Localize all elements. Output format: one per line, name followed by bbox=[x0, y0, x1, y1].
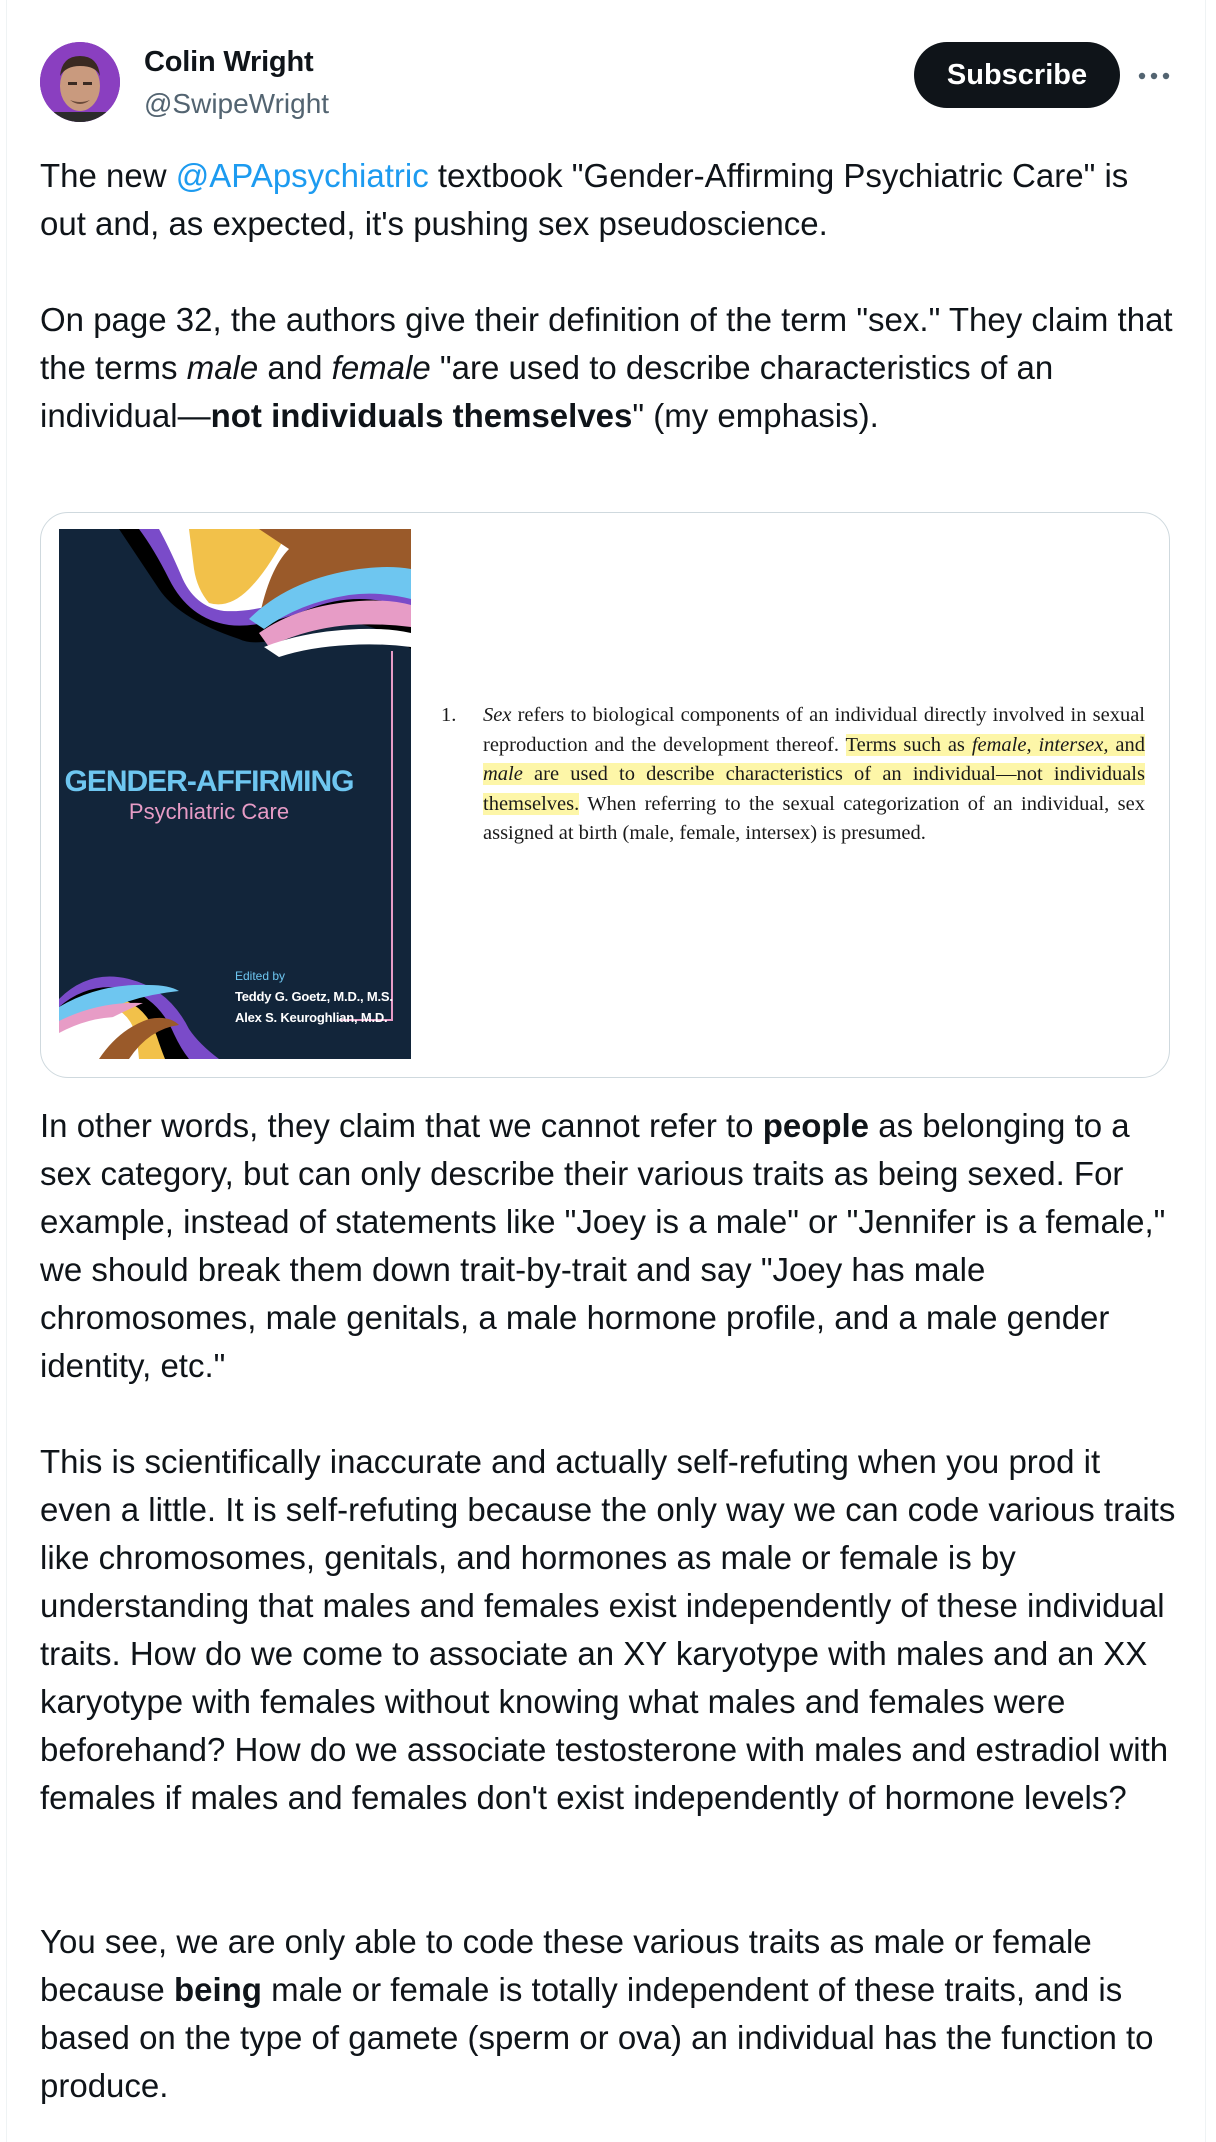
text: The new bbox=[40, 157, 176, 194]
post-paragraph-4: This is scientifically inaccurate and actually self-refuting when you prod it even a little. It is self-refuting because the only way we can code various traits like chromosomes, genitals, and hormones as male or female is by understanding that males and females exist independently of these individual traits. How do we come to associate an XY karyotype with males and an XX karyotype with females without knowing what males and females were beforehand? How do we associate testosterone with males and estradiol with females if males and females don't exist independently of hormone levels? bbox=[40, 1443, 1176, 1816]
italic-text: Sex bbox=[483, 704, 512, 726]
cover-editor: Teddy G. Goetz, M.D., M.S. bbox=[235, 989, 393, 1004]
italic-text: male bbox=[483, 763, 523, 785]
post-paragraph-5 bbox=[40, 1918, 1180, 2110]
cover-edited-by: Edited by bbox=[235, 969, 286, 983]
handle[interactable]: @SwipeWright bbox=[144, 88, 330, 119]
text: "are used to describe characteristics of an individual— bbox=[40, 349, 1054, 434]
text: On page 32, the authors give their definition of the term "sex." They claim that the terms bbox=[40, 301, 1173, 386]
text: Terms such as bbox=[845, 733, 972, 756]
cover-divider bbox=[391, 651, 393, 1019]
cover-subtitle: Psychiatric Care bbox=[128, 799, 290, 824]
avatar-photo-icon bbox=[40, 42, 120, 122]
text: as belonging to a sex category, but can only describe their various traits as being sexed. For example, instead of statements like "Joey is a male" or "Jennifer is a female," we should break them down trait-by-trait and say "Joey has male chromosomes, male genitals, a male hormone profile, and a male gender identity, etc." bbox=[40, 1107, 1166, 1384]
post-paragraph-3 bbox=[40, 1102, 1180, 1390]
book-cover bbox=[59, 529, 411, 1059]
post-paragraph-1 bbox=[40, 152, 1180, 248]
display-name[interactable]: Colin Wright bbox=[144, 46, 314, 78]
text: You see, we are only able to code these various traits as male or female because bbox=[40, 1923, 1092, 2008]
text: male or female is totally independent of these traits, and is based on the type of gamete (sperm or ova) an individual has the function to produce. bbox=[40, 1971, 1154, 2104]
text: and bbox=[1108, 733, 1145, 756]
avatar[interactable] bbox=[40, 42, 120, 122]
text: When referring to the sexual categorization of an individual, sex assigned at birth (male, female, intersex) is presumed. bbox=[483, 792, 1145, 844]
excerpt-text bbox=[483, 701, 1145, 849]
italic-text: female, intersex, bbox=[971, 733, 1109, 756]
text: In other words, they claim that we cannot refer to bbox=[40, 1107, 763, 1144]
footnote-number: 1. bbox=[441, 704, 457, 726]
more-horizontal-icon[interactable] bbox=[1136, 58, 1172, 94]
cover-title: GENDER-AFFIRMING bbox=[64, 765, 354, 798]
bold-text: people bbox=[762, 1107, 870, 1144]
subscribe-button[interactable]: Subscribe bbox=[914, 42, 1120, 108]
text: refers to biological components of an individual directly involved in sexual reproduction and the development thereof. bbox=[483, 704, 1145, 756]
italic-text: female bbox=[331, 349, 431, 386]
bold-text: being bbox=[173, 1971, 262, 2008]
italic-text: male bbox=[186, 349, 259, 386]
post-paragraph-2 bbox=[40, 296, 1180, 440]
cover-editor: Alex S. Keuroghlian, M.D. bbox=[235, 1010, 388, 1025]
bold-text: not individuals themselves bbox=[210, 397, 633, 434]
text: and bbox=[258, 349, 332, 386]
text: textbook "Gender-Affirming Psychiatric Care" is out and, as expected, it's pushing sex pseudoscience. bbox=[40, 157, 1129, 242]
post-image[interactable] bbox=[40, 512, 1170, 1078]
mention-link[interactable]: @APApsychiatric bbox=[175, 157, 429, 194]
text: are used to describe characteristics of an individual—not individuals themselves. bbox=[483, 763, 1145, 815]
text: " (my emphasis). bbox=[632, 397, 879, 434]
